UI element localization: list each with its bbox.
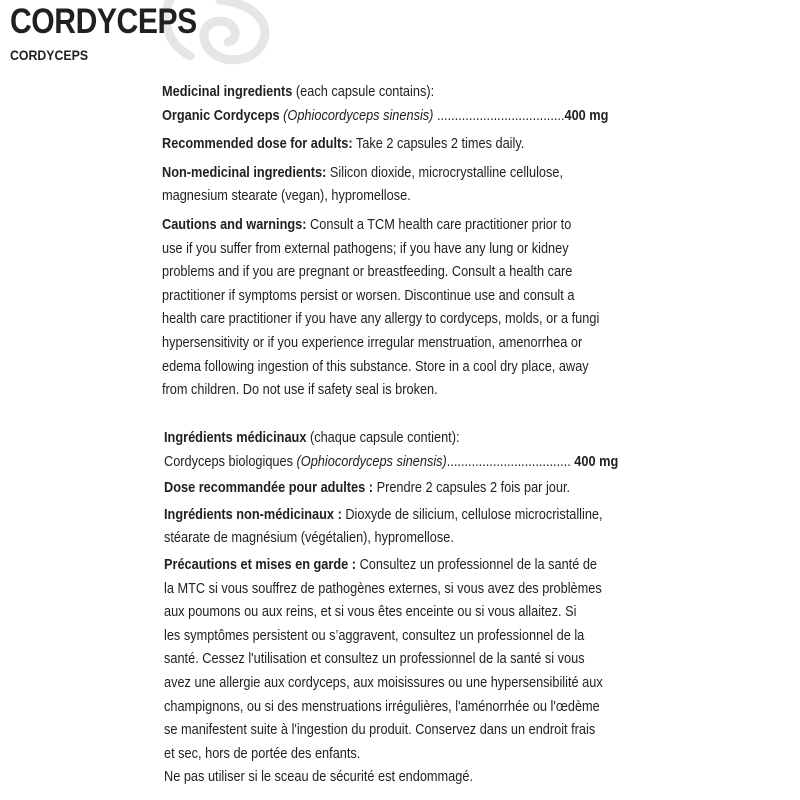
cautions-line4-en: practitioner if symptoms persist or worsen. Discontinue use and consult a (162, 286, 575, 304)
cautions-line7-en: edema following ingestion of this substance. Store in a cool dry place, away (162, 357, 589, 375)
nonmedicinal-en (162, 161, 638, 208)
product-title: CORDYCEPS (10, 2, 197, 41)
french-section (164, 426, 684, 789)
ingredient-dots-fr: ................................... (446, 452, 575, 470)
medicinal-label-en: Medicinal ingredients (162, 83, 293, 100)
nonmed-line1-fr: Dioxyde de silicium, cellulose microcristalline, (341, 505, 603, 523)
cautions-line6-fr: avez une allergie aux cordyceps, aux moisissures ou une hypersensibilité aux (164, 673, 603, 691)
medicinal-ingredients-en (162, 80, 638, 127)
ingredient-amount-en: 400 mg (564, 106, 609, 124)
ingredient-row-en (162, 104, 638, 128)
dose-en (162, 132, 638, 156)
medicinal-ingredients-fr (164, 426, 640, 473)
dose-label-en: Recommended dose for adults: (162, 135, 353, 153)
cautions-line9-fr: et sec, hors de portée des enfants. (164, 744, 361, 762)
ingredient-name-en: Organic Cordyceps (162, 106, 280, 124)
cautions-label-fr: Précautions et mises en garde : (164, 555, 357, 573)
dose-label-fr: Dose recommandée pour adultes : (164, 479, 374, 497)
cautions-line8-en: from children. Do not use if safety seal is broken. (162, 381, 438, 399)
cautions-line4-fr: les symptômes persistent ou s’aggravent, consultez un professionnel de la (164, 626, 585, 644)
nonmedicinal-fr (164, 503, 640, 550)
ingredient-latin-fr: (Ophiocordyceps sinensis) (296, 452, 447, 470)
cautions-line10-fr: Ne pas utiliser si le sceau de sécurité est endommagé. (164, 768, 473, 786)
cautions-line8-fr: se manifestent suite à l'ingestion du produit. Conservez dans un endroit frais (164, 721, 596, 739)
cautions-line1-fr: Consultez un professionnel de la santé de (356, 555, 598, 573)
dose-fr (164, 476, 640, 500)
ingredient-latin-en: (Ophiocordyceps sinensis) (283, 106, 434, 124)
medicinal-note-en: (each capsule contains): (292, 83, 435, 100)
cautions-line2-fr: la MTC si vous souffrez de pathogènes externes, si vous avez des problèmes (164, 579, 602, 597)
cautions-fr (164, 553, 640, 789)
nonmed-label-en: Non-medicinal ingredients: (162, 163, 327, 181)
cautions-label-en: Cautions and warnings: (162, 215, 307, 233)
ingredient-dots-en: .................................... (433, 106, 565, 124)
cautions-en (162, 213, 638, 402)
cautions-line6-en: hypersensitivity or if you experience irregular menstruation, amenorrhea or (162, 333, 583, 351)
medicinal-note-fr: (chaque capsule contient): (306, 429, 460, 446)
cautions-line5-en: health care practitioner if you have any allergy to cordyceps, molds, or a fungi (162, 310, 600, 328)
cautions-line3-en: problems and if you are pregnant or breastfeeding. Consult a health care (162, 263, 573, 281)
nonmed-label-fr: Ingrédients non-médicinaux : (164, 505, 342, 523)
ingredient-name-fr: Cordyceps biologiques (164, 452, 297, 470)
nonmed-line1-en: Silicon dioxide, microcrystalline cellulose, (326, 163, 564, 181)
nonmed-line2-en: magnesium stearate (vegan), hypromellose. (162, 187, 411, 205)
cautions-line5-fr: santé. Cessez l'utilisation et consultez un professionnel de la santé si vous (164, 650, 585, 668)
ingredient-amount-fr: 400 mg (574, 452, 619, 470)
product-subtitle: CORDYCEPS (10, 47, 89, 63)
ingredient-row-fr (164, 450, 640, 474)
dose-text-en: Take 2 capsules 2 times daily. (352, 135, 525, 153)
dose-text-fr: Prendre 2 capsules 2 fois par jour. (373, 479, 571, 497)
english-section (162, 80, 682, 402)
cautions-line3-fr: aux poumons ou aux reins, et si vous êtes enceinte ou si vous allaitez. Si (164, 603, 577, 621)
cautions-line7-fr: champignons, ou si des menstruations irrégulières, l'aménorrhée ou l'œdème (164, 697, 600, 715)
nonmed-line2-fr: stéarate de magnésium (végétalien), hypromellose. (164, 529, 454, 547)
cautions-line2-en: use if you suffer from external pathogens; if you have any lung or kidney (162, 239, 569, 257)
medicinal-label-fr: Ingrédients médicinaux (164, 429, 307, 446)
cautions-line1-en: Consult a TCM health care practitioner prior to (306, 215, 572, 233)
